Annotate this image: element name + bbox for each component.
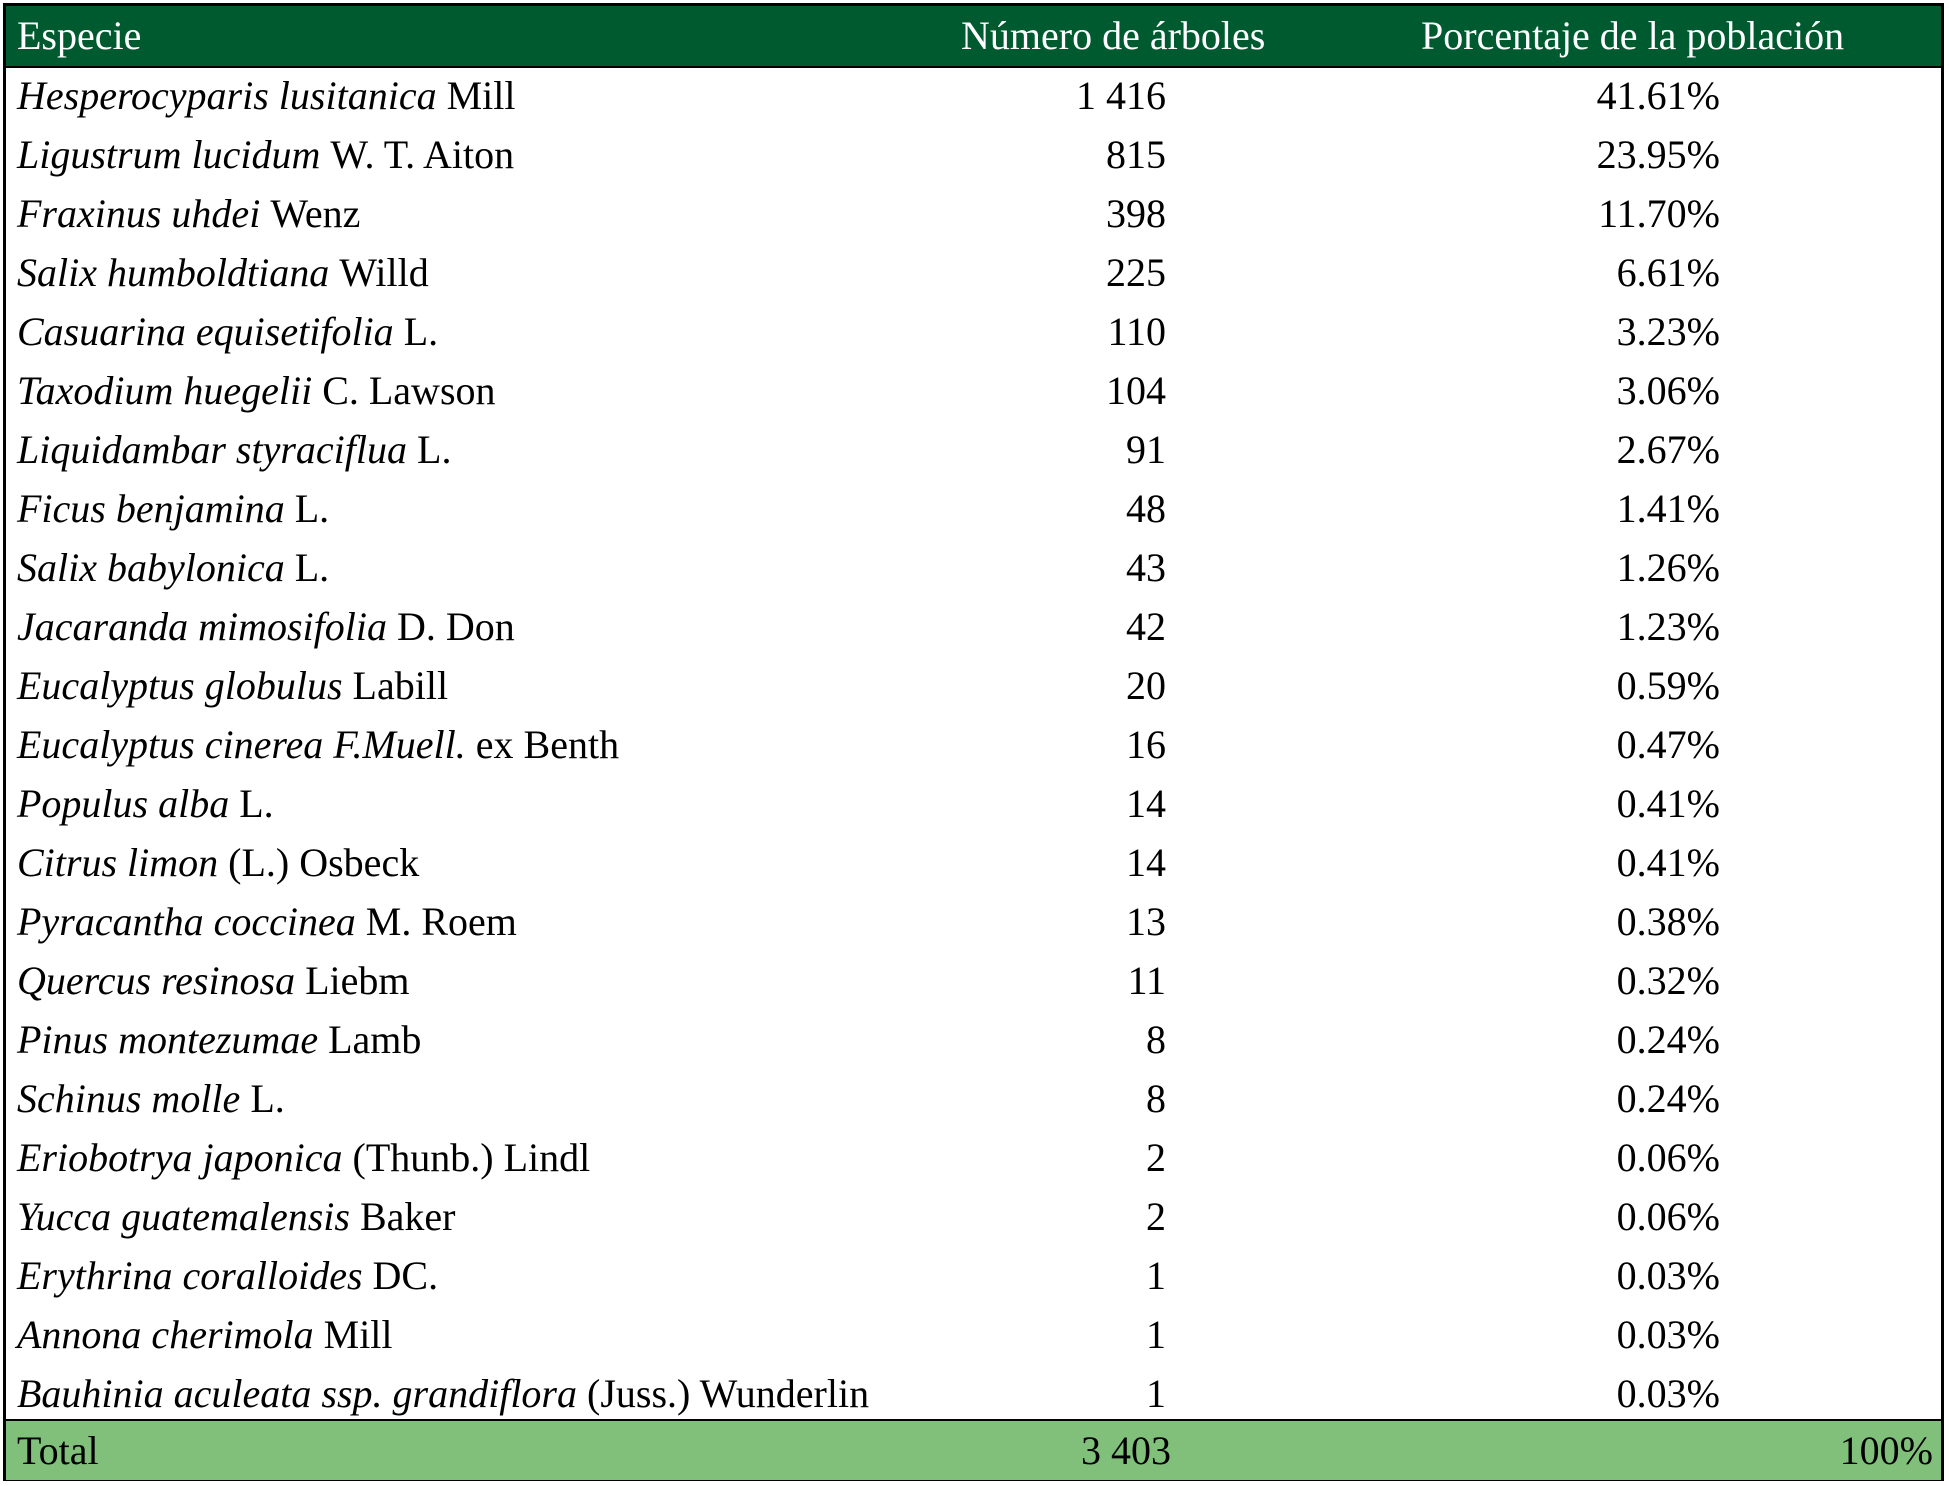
species-name [17, 1364, 869, 1423]
table-row [6, 599, 1941, 658]
population-percent: 3.23% [1616, 308, 1720, 354]
scientific-name: Casuarina equisetifolia [17, 308, 394, 354]
population-percent: 0.06% [1616, 1193, 1720, 1239]
scientific-name: Citrus limon [17, 839, 219, 885]
species-name [17, 243, 429, 302]
table-row [6, 1307, 1941, 1366]
scientific-name: Eucalyptus cinerea F.Muell. [17, 721, 466, 767]
scientific-name: Jacaranda mimosifolia [17, 603, 387, 649]
table-row [6, 1366, 1941, 1425]
population-percent: 41.61% [1596, 72, 1720, 118]
table-row [6, 1071, 1941, 1130]
population-percent: 2.67% [1616, 426, 1720, 472]
population-percent: 0.38% [1616, 898, 1720, 944]
scientific-name: Bauhinia aculeata ssp. grandiflora [17, 1370, 577, 1416]
author-name: Lamb [328, 1016, 422, 1062]
population-percent: 6.61% [1616, 249, 1720, 295]
author-name: Mill [323, 1311, 393, 1357]
tree-count: 11 [1127, 957, 1166, 1003]
table-row [6, 422, 1941, 481]
species-name [17, 479, 329, 538]
scientific-name: Pyracantha coccinea [17, 898, 356, 944]
author-name: W. T. Aiton [330, 131, 515, 177]
author-name: D. Don [396, 603, 515, 649]
scientific-name: Quercus resinosa [17, 957, 296, 1003]
author-name: (Juss.) Wunderlin [587, 1370, 870, 1416]
tree-count: 14 [1126, 839, 1166, 885]
tree-count: 13 [1126, 898, 1166, 944]
species-name [17, 1187, 455, 1246]
author-name: Baker [359, 1193, 456, 1239]
author-name: L. [417, 426, 452, 472]
table-row [6, 1130, 1941, 1189]
header-count: Número de árboles [961, 13, 1266, 58]
scientific-name: Taxodium huegelii [17, 367, 313, 413]
author-name: (L.) Osbeck [228, 839, 420, 885]
table-row [6, 1012, 1941, 1071]
tree-count: 43 [1126, 544, 1166, 590]
species-name [17, 1069, 285, 1128]
header-percent: Porcentaje de la población [1421, 13, 1845, 58]
species-name [17, 361, 496, 420]
tree-count: 1 [1146, 1370, 1166, 1416]
tree-count: 14 [1126, 780, 1166, 826]
scientific-name: Pinus montezumae [17, 1016, 319, 1062]
tree-count: 104 [1106, 367, 1166, 413]
population-percent: 3.06% [1616, 367, 1720, 413]
population-percent: 0.41% [1616, 839, 1720, 885]
table-row [6, 127, 1941, 186]
author-name: C. Lawson [322, 367, 496, 413]
tree-count: 398 [1106, 190, 1166, 236]
species-name [17, 125, 514, 184]
table-row [6, 245, 1941, 304]
population-percent: 0.59% [1616, 662, 1720, 708]
header-species: Especie [17, 13, 142, 58]
table-row [6, 776, 1941, 835]
population-percent: 0.41% [1616, 780, 1720, 826]
species-name [17, 538, 329, 597]
species-name [17, 302, 438, 361]
tree-count: 48 [1126, 485, 1166, 531]
author-name: Liebm [305, 957, 410, 1003]
population-percent: 0.24% [1616, 1075, 1720, 1121]
tree-count: 16 [1126, 721, 1166, 767]
species-name [17, 656, 448, 715]
table-row [6, 658, 1941, 717]
scientific-name: Salix humboldtiana [17, 249, 330, 295]
species-name [17, 833, 419, 892]
author-name: M. Roem [365, 898, 517, 944]
author-name: L. [239, 780, 274, 826]
author-name: L. [250, 1075, 285, 1121]
tree-count: 225 [1106, 249, 1166, 295]
author-name: DC. [372, 1252, 439, 1298]
species-table [3, 3, 1944, 1481]
population-percent: 0.03% [1616, 1311, 1720, 1357]
tree-count: 42 [1126, 603, 1166, 649]
tree-count: 110 [1107, 308, 1166, 354]
species-name [17, 892, 517, 951]
species-name [17, 66, 515, 125]
population-percent: 0.32% [1616, 957, 1720, 1003]
species-name [17, 1305, 393, 1364]
author-name: Wenz [270, 190, 361, 236]
population-percent: 0.47% [1616, 721, 1720, 767]
table-body [6, 68, 1941, 1425]
scientific-name: Annona cherimola [17, 1311, 314, 1357]
species-name [17, 715, 619, 774]
scientific-name: Schinus molle [17, 1075, 241, 1121]
tree-count: 1 416 [1076, 72, 1166, 118]
tree-count: 1 [1146, 1311, 1166, 1357]
population-percent: 0.03% [1616, 1252, 1720, 1298]
tree-count: 8 [1146, 1016, 1166, 1062]
species-name [17, 1128, 590, 1187]
scientific-name: Ficus benjamina [17, 485, 285, 531]
population-percent: 0.03% [1616, 1370, 1720, 1416]
author-name: Willd [339, 249, 429, 295]
tree-count: 1 [1146, 1252, 1166, 1298]
population-percent: 0.24% [1616, 1016, 1720, 1062]
table-row [6, 1248, 1941, 1307]
species-name [17, 1246, 438, 1305]
species-name [17, 420, 451, 479]
population-percent: 1.23% [1616, 603, 1720, 649]
population-percent: 0.06% [1616, 1134, 1720, 1180]
tree-count: 2 [1146, 1134, 1166, 1180]
author-name: L. [403, 308, 439, 354]
species-name [17, 774, 274, 833]
tree-count: 2 [1146, 1193, 1166, 1239]
scientific-name: Salix babylonica [17, 544, 285, 590]
table-row [6, 481, 1941, 540]
table-row [6, 68, 1941, 127]
table-header-row [6, 6, 1941, 68]
table-row [6, 540, 1941, 599]
footer-percent: 100% [1839, 1427, 1933, 1473]
table-row [6, 894, 1941, 953]
table-row [6, 717, 1941, 776]
table-row [6, 1189, 1941, 1248]
scientific-name: Ligustrum lucidum [17, 131, 321, 177]
scientific-name: Populus alba [17, 780, 230, 826]
author-name: L. [294, 544, 330, 590]
population-percent: 1.26% [1616, 544, 1720, 590]
footer-label: Total [17, 1427, 99, 1473]
table-row [6, 304, 1941, 363]
scientific-name: Hesperocyparis lusitanica [17, 72, 437, 118]
population-percent: 11.70% [1598, 190, 1720, 236]
scientific-name: Erythrina coralloides [17, 1252, 363, 1298]
footer-count: 3 403 [1081, 1427, 1171, 1473]
author-name: (Thunb.) Lindl [352, 1134, 591, 1180]
species-name [17, 951, 410, 1010]
tree-count: 91 [1126, 426, 1166, 472]
author-name: Labill [352, 662, 449, 708]
species-name [17, 184, 360, 243]
table-footer-row [6, 1419, 1941, 1480]
scientific-name: Eriobotrya japonica [17, 1134, 343, 1180]
author-name: L. [294, 485, 330, 531]
tree-count: 815 [1106, 131, 1166, 177]
population-percent: 23.95% [1596, 131, 1720, 177]
author-name: ex Benth [475, 721, 620, 767]
author-name: Mill [446, 72, 516, 118]
scientific-name: Fraxinus uhdei [17, 190, 261, 236]
population-percent: 1.41% [1616, 485, 1720, 531]
scientific-name: Yucca guatemalensis [17, 1193, 350, 1239]
scientific-name: Eucalyptus globulus [17, 662, 343, 708]
table-row [6, 363, 1941, 422]
scientific-name: Liquidambar styraciflua [17, 426, 408, 472]
table-row [6, 186, 1941, 245]
tree-count: 20 [1126, 662, 1166, 708]
table-row [6, 835, 1941, 894]
species-name [17, 1010, 421, 1069]
tree-count: 8 [1146, 1075, 1166, 1121]
table-row [6, 953, 1941, 1012]
species-name [17, 597, 515, 656]
